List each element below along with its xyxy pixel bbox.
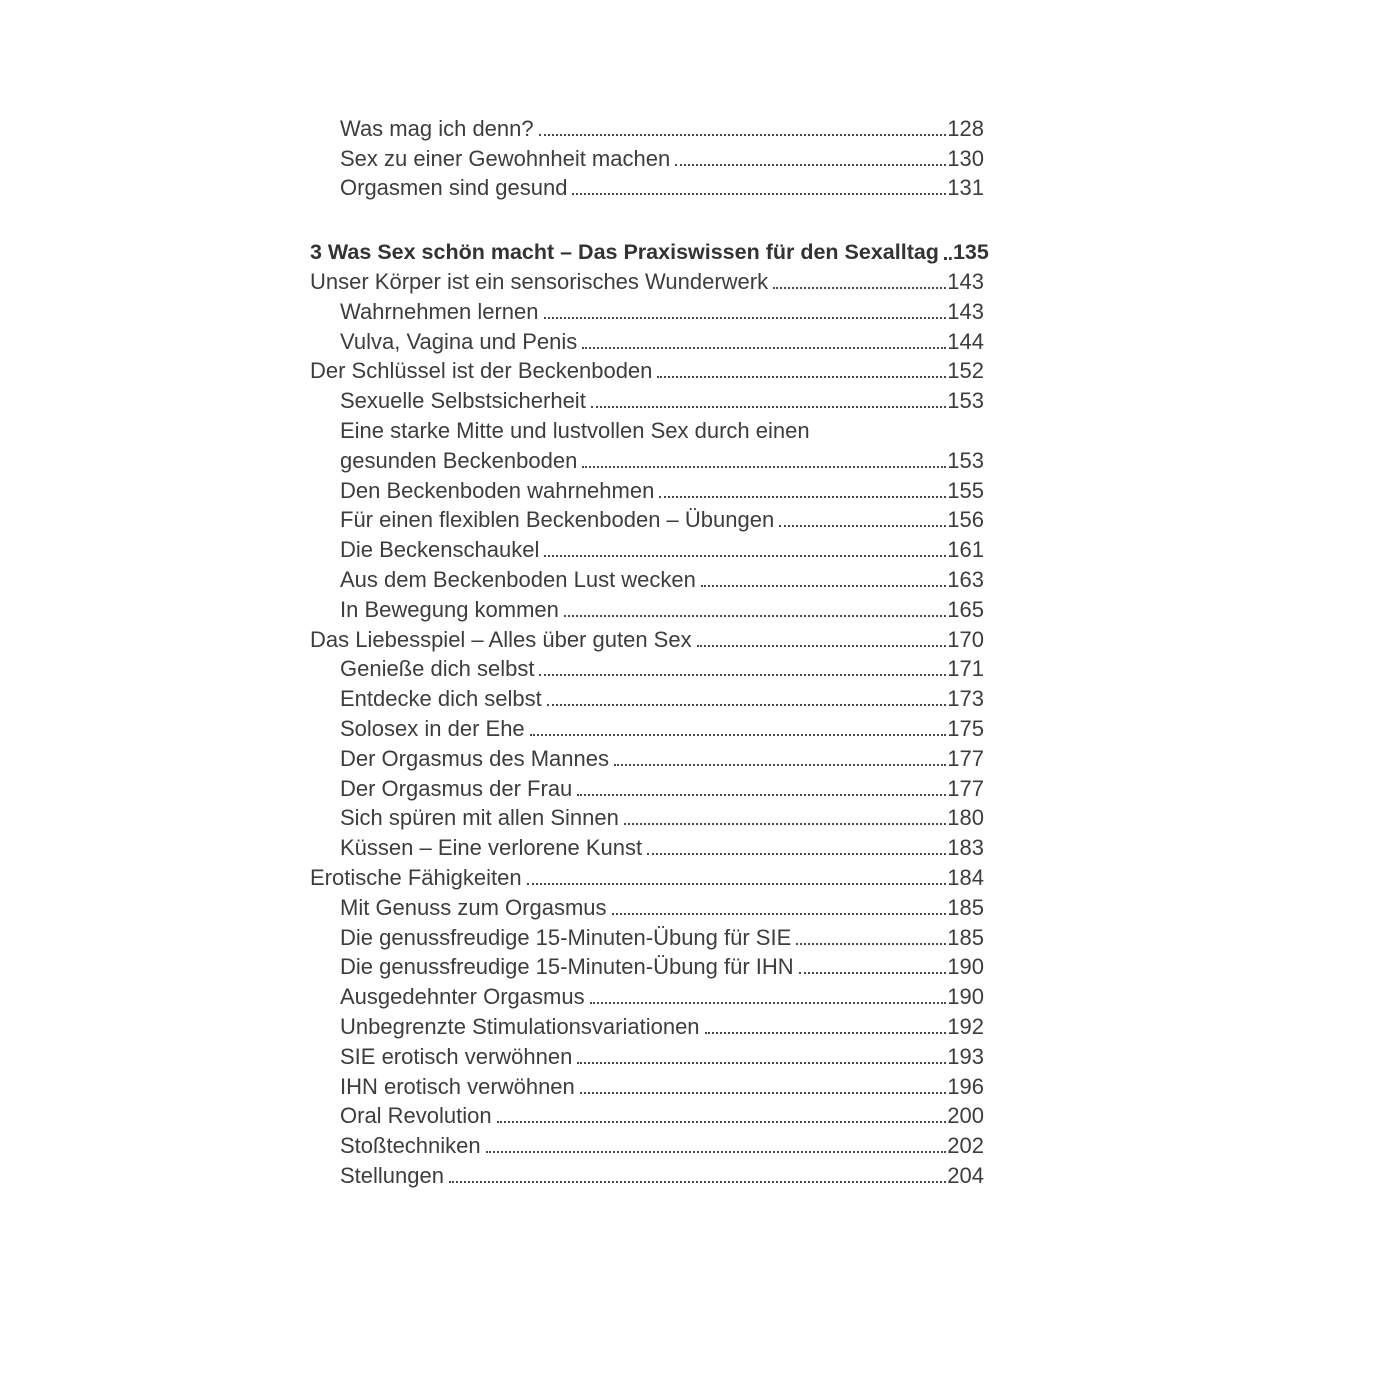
toc-entry-label: Was mag ich denn? bbox=[340, 115, 534, 141]
toc-leader-dots bbox=[647, 853, 946, 855]
toc-leader-dots bbox=[580, 1092, 947, 1094]
toc-entry-label: Stellungen bbox=[340, 1162, 444, 1188]
toc-entry-label: Unbegrenzte Stimulationsvariationen bbox=[340, 1013, 700, 1039]
toc-entry bbox=[310, 831, 984, 861]
toc-entry-page-number: 177 bbox=[947, 775, 984, 801]
toc-leader-dots bbox=[701, 585, 946, 587]
toc-leader-dots bbox=[582, 347, 946, 349]
toc-entry-page-number: 161 bbox=[947, 537, 984, 563]
toc-leader-dots bbox=[944, 257, 952, 260]
toc-entry-label: Mit Genuss zum Orgasmus bbox=[340, 894, 607, 920]
toc-entry-label: Sex zu einer Gewohnheit machen bbox=[340, 145, 671, 171]
toc-entry-page-number: 192 bbox=[947, 1013, 984, 1039]
toc-entry-page-number: 204 bbox=[947, 1162, 984, 1188]
toc-entry-page-number: 183 bbox=[947, 835, 984, 861]
toc-leader-dots bbox=[577, 1062, 946, 1064]
toc-entry-label: Entdecke dich selbst bbox=[340, 686, 542, 712]
toc-entry-page-number: 196 bbox=[947, 1073, 984, 1099]
toc-entry bbox=[310, 682, 984, 712]
toc-entry bbox=[310, 533, 984, 563]
toc-entry bbox=[310, 1159, 984, 1189]
toc-entry-page-number: 175 bbox=[947, 715, 984, 741]
toc-entry bbox=[310, 1040, 984, 1070]
toc-entry-label: Die Beckenschaukel bbox=[340, 537, 540, 563]
toc-entry bbox=[310, 951, 984, 981]
toc-entry-label: Aus dem Beckenboden Lust wecken bbox=[340, 567, 696, 592]
toc-entry-label: Den Beckenboden wahrnehmen bbox=[340, 477, 655, 503]
toc-entry-label: Die genussfreudige 15-Minuten-Übung für IHN bbox=[340, 954, 794, 980]
table-of-contents bbox=[310, 112, 989, 1189]
toc-leader-dots bbox=[705, 1032, 947, 1034]
toc-entry bbox=[310, 172, 984, 202]
toc-entry-label: Unser Körper ist ein sensorisches Wunderwerk bbox=[310, 269, 769, 295]
toc-entry-label: IHN erotisch verwöhnen bbox=[340, 1073, 575, 1099]
toc-entry-label: Küssen – Eine verlorene Kunst bbox=[340, 835, 643, 861]
toc-entry bbox=[310, 653, 984, 683]
toc-entry-page-number: 152 bbox=[947, 358, 984, 384]
toc-entry-label: Sich spüren mit allen Sinnen bbox=[340, 805, 619, 831]
toc-leader-dots bbox=[614, 764, 946, 766]
toc-entry-page-number: 185 bbox=[947, 924, 984, 950]
toc-entry-page-number: 135 bbox=[952, 239, 989, 264]
toc-entry bbox=[310, 325, 984, 355]
toc-leader-dots bbox=[577, 794, 946, 796]
toc-entry-label: Stoßtechniken bbox=[340, 1133, 481, 1159]
toc-entry-label: Der Orgasmus der Frau bbox=[340, 775, 573, 801]
toc-entry-page-number: 171 bbox=[947, 656, 984, 682]
toc-entry-label: Eine starke Mitte und lustvollen Sex durch einen bbox=[340, 418, 810, 444]
toc-leader-dots bbox=[582, 466, 946, 468]
toc-entry-page-number: 143 bbox=[947, 269, 984, 295]
toc-leader-dots bbox=[497, 1121, 947, 1123]
toc-entry bbox=[310, 444, 984, 474]
toc-entry-page-number: 184 bbox=[947, 864, 984, 890]
toc-entry-label: Der Orgasmus des Mannes bbox=[340, 745, 609, 771]
toc-entry bbox=[310, 384, 984, 414]
toc-entry bbox=[310, 1100, 984, 1130]
toc-entry-label: Für einen flexiblen Beckenboden – Übungen bbox=[340, 507, 775, 533]
toc-entry bbox=[310, 891, 984, 921]
toc-entry bbox=[310, 772, 984, 802]
toc-leader-dots bbox=[657, 376, 946, 378]
toc-entry bbox=[310, 414, 984, 444]
toc-entry bbox=[310, 1010, 984, 1040]
toc-leader-dots bbox=[539, 134, 947, 136]
toc-leader-dots bbox=[659, 496, 946, 498]
toc-entry-label: Die genussfreudige 15-Minuten-Übung für SIE bbox=[340, 924, 792, 950]
toc-entry bbox=[310, 265, 984, 295]
toc-entry-label: Wahrnehmen lernen bbox=[340, 298, 539, 324]
toc-entry bbox=[310, 1129, 984, 1159]
toc-leader-dots bbox=[612, 913, 947, 915]
toc-leader-dots bbox=[624, 823, 946, 825]
toc-entry-page-number: 200 bbox=[947, 1103, 984, 1129]
toc-leader-dots bbox=[544, 317, 947, 319]
toc-entry-label: In Bewegung kommen bbox=[340, 596, 559, 622]
toc-entry bbox=[310, 112, 984, 142]
toc-entry-page-number: 131 bbox=[947, 175, 984, 201]
toc-entry-label: Solosex in der Ehe bbox=[340, 715, 525, 741]
toc-entry-page-number: 202 bbox=[947, 1133, 984, 1159]
toc-leader-dots bbox=[547, 704, 947, 706]
toc-entry-page-number: 165 bbox=[947, 596, 984, 622]
toc-entry bbox=[310, 712, 984, 742]
toc-leader-dots bbox=[539, 674, 946, 676]
toc-entry-page-number: 190 bbox=[947, 954, 984, 980]
toc-entry bbox=[310, 235, 989, 265]
toc-leader-dots bbox=[564, 615, 946, 617]
toc-entry bbox=[310, 802, 984, 832]
toc-leader-dots bbox=[697, 645, 947, 647]
toc-entry-label: SIE erotisch verwöhnen bbox=[340, 1043, 573, 1069]
toc-entry bbox=[310, 563, 984, 593]
toc-entry-page-number: 190 bbox=[947, 984, 984, 1010]
toc-entry-label: Vulva, Vagina und Penis bbox=[340, 328, 578, 354]
toc-entry-label: Der Schlüssel ist der Beckenboden bbox=[310, 358, 653, 384]
toc-entry bbox=[310, 295, 984, 325]
toc-entry-page-number: 144 bbox=[947, 328, 984, 354]
toc-leader-dots bbox=[544, 555, 946, 557]
toc-entry-label: Oral Revolution bbox=[340, 1103, 492, 1129]
toc-entry-page-number: 156 bbox=[947, 507, 984, 533]
toc-leader-dots bbox=[590, 1002, 947, 1004]
toc-entry-page-number: 153 bbox=[947, 447, 984, 473]
toc-entry bbox=[310, 504, 984, 534]
toc-entry-label: Erotische Fähigkeiten bbox=[310, 864, 522, 890]
toc-leader-dots bbox=[530, 734, 947, 736]
toc-entry bbox=[310, 474, 984, 504]
toc-entry bbox=[310, 861, 984, 891]
toc-entry-page-number: 143 bbox=[947, 298, 984, 324]
toc-leader-dots bbox=[773, 287, 946, 289]
toc-entry bbox=[310, 921, 984, 951]
toc-leader-dots bbox=[527, 883, 947, 885]
toc-leader-dots bbox=[779, 525, 946, 527]
toc-entry-label: gesunden Beckenboden bbox=[340, 447, 578, 473]
toc-leader-dots bbox=[675, 164, 946, 166]
toc-entry-label: Das Liebesspiel – Alles über guten Sex bbox=[310, 626, 692, 652]
toc-entry-label: 3 Was Sex schön macht – Das Praxiswissen für den Sexalltag bbox=[310, 239, 939, 264]
toc-leader-dots bbox=[449, 1181, 946, 1183]
toc-entry-label: Ausgedehnter Orgasmus bbox=[340, 984, 585, 1010]
toc-entry-page-number: 155 bbox=[947, 477, 984, 503]
toc-entry-page-number: 153 bbox=[947, 388, 984, 414]
toc-entry bbox=[310, 142, 984, 172]
toc-entry bbox=[310, 623, 984, 653]
toc-entry-label: Sexuelle Selbstsicherheit bbox=[340, 388, 586, 414]
toc-entry-page-number: 180 bbox=[947, 805, 984, 831]
toc-entry bbox=[310, 1070, 984, 1100]
toc-entry-page-number: 163 bbox=[947, 567, 984, 592]
toc-leader-dots bbox=[591, 406, 946, 408]
toc-entry bbox=[310, 355, 984, 385]
toc-leader-dots bbox=[796, 943, 946, 945]
toc-entry bbox=[310, 593, 984, 623]
toc-entry-page-number: 177 bbox=[947, 745, 984, 771]
toc-entry-page-number: 193 bbox=[947, 1043, 984, 1069]
toc-entry-label: Genieße dich selbst bbox=[340, 656, 535, 682]
toc-leader-dots bbox=[486, 1151, 947, 1153]
toc-entry-page-number: 170 bbox=[947, 626, 984, 652]
toc-entry-label: Orgasmen sind gesund bbox=[340, 175, 568, 201]
toc-leader-dots bbox=[572, 193, 946, 195]
toc-entry-page-number: 173 bbox=[947, 686, 984, 712]
toc-entry-page-number: 130 bbox=[947, 145, 984, 171]
toc-entry bbox=[310, 980, 984, 1010]
toc-entry-page-number: 128 bbox=[947, 115, 984, 141]
toc-entry bbox=[310, 742, 984, 772]
toc-leader-dots bbox=[799, 972, 947, 974]
toc-entry-page-number: 185 bbox=[947, 894, 984, 920]
